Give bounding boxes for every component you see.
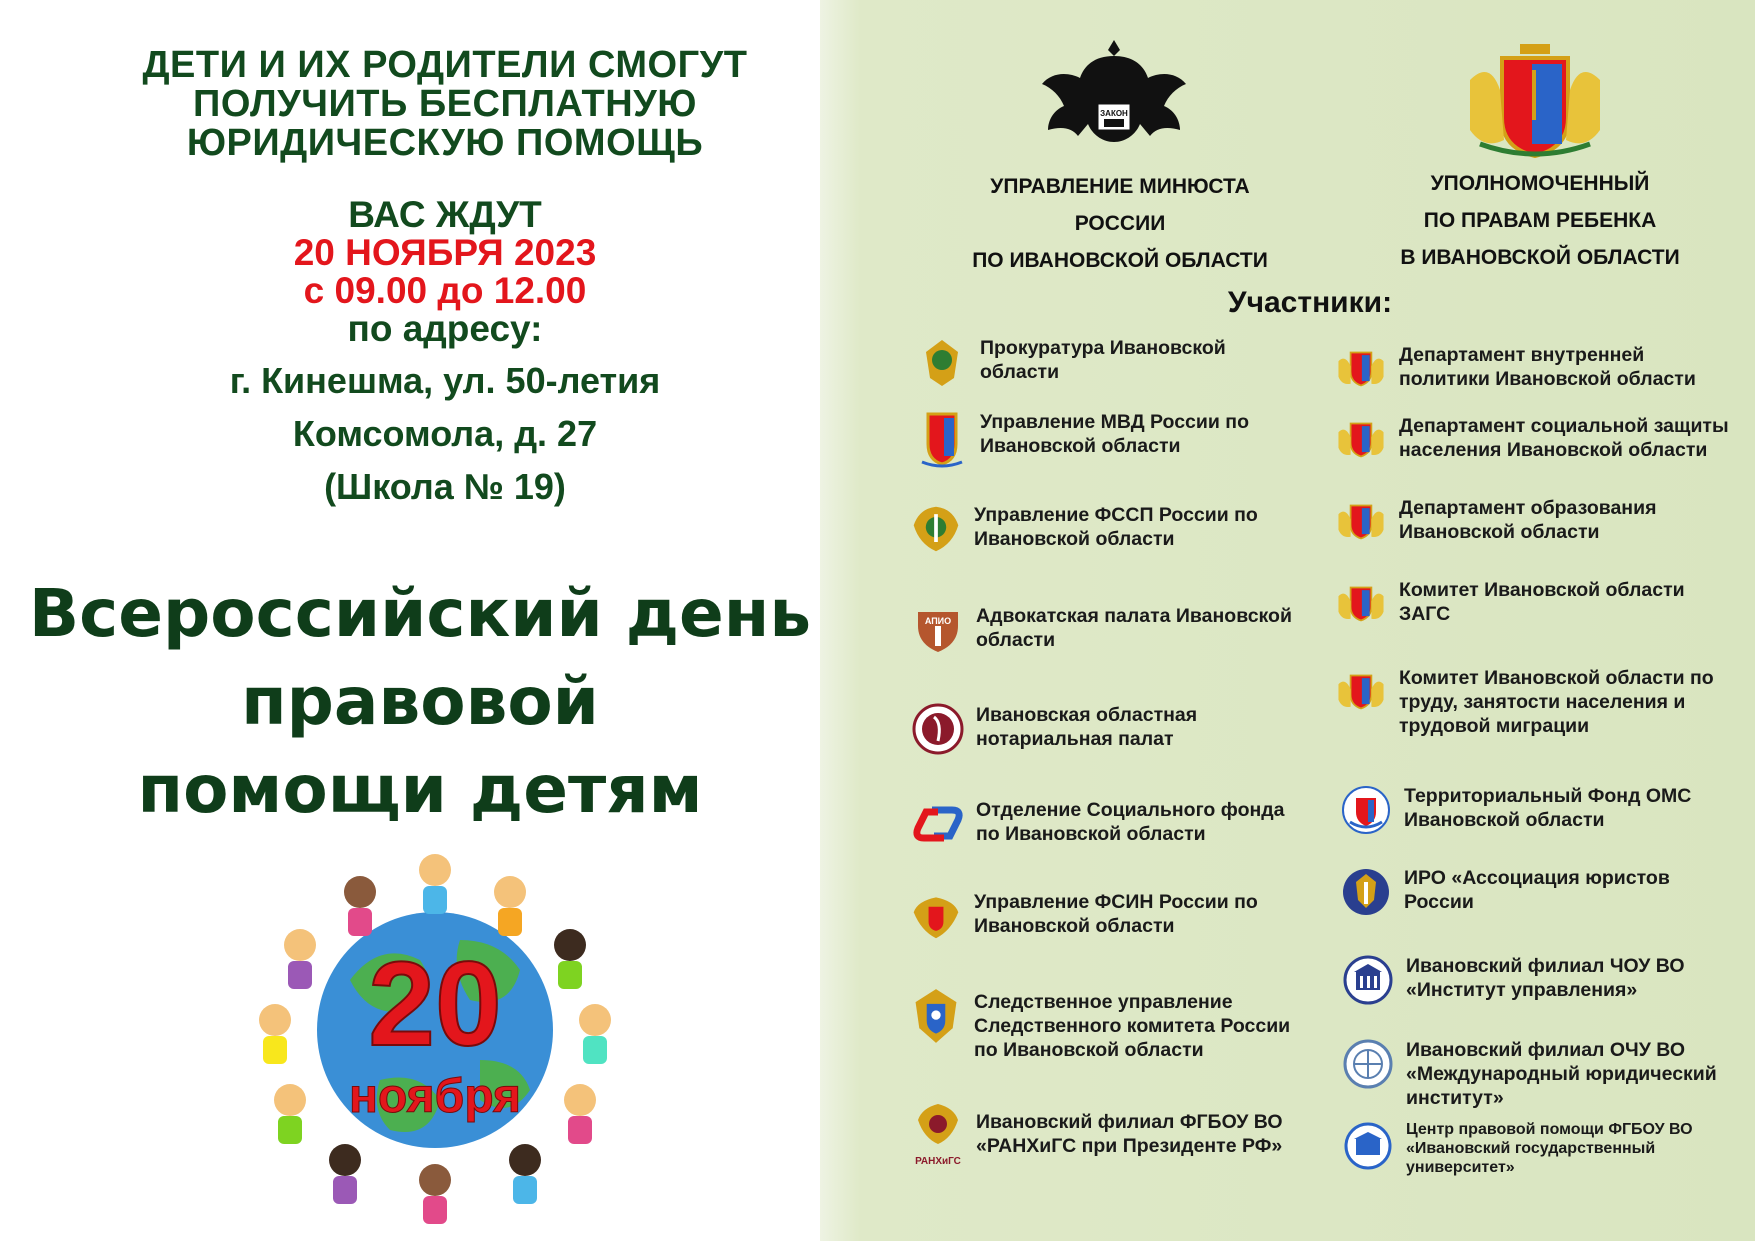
participant-dept-education: Департамент образования Ивановской области: [1335, 496, 1735, 548]
children-around-globe-illustration: [230, 830, 640, 1230]
ranepa-logo-icon: [912, 1100, 964, 1172]
address-label: по адресу:: [347, 308, 543, 349]
institute-management-logo-icon: [1342, 954, 1394, 1006]
participant-institute-management: Ивановский филиал ЧОУ ВО «Институт управления»: [1342, 954, 1742, 1006]
russian-eagle-emblem-icon: [1040, 32, 1188, 164]
investigative-committee-emblem-icon: [910, 983, 962, 1049]
participant-tfoms: Территориальный Фонд ОМС Ивановской области: [1340, 784, 1740, 836]
badge-number: 20: [368, 937, 502, 1071]
mvd-emblem-icon: [918, 404, 966, 468]
big-title: Всероссийский день правовой помощи детям: [28, 575, 812, 828]
organizer-child-ombudsman: УПОЛНОМОЧЕННЫЙ ПО ПРАВАМ РЕБЕНКА В ИВАНОВСКОЙ ОБЛАСТИ: [1400, 172, 1680, 269]
ivanovo-coat-of-arms-icon: [1335, 346, 1387, 392]
badge-month: ноября: [348, 1070, 522, 1123]
ivanovo-coat-of-arms-icon: [1335, 669, 1387, 715]
participant-ivanovo-state-university: Центр правовой помощи ФГБОУ ВО «Ивановский государственный университет»: [1342, 1120, 1752, 1177]
participant-prosecutor: Прокуратура Ивановской области: [916, 336, 1296, 388]
event-address: г. Кинешма, ул. 50-летия Комсомола, д. 27 (Школа № 19): [229, 360, 661, 507]
participant-fsin: Управление ФСИН России по Ивановской области: [910, 890, 1310, 942]
event-date: 20 НОЯБРЯ 2023: [293, 232, 597, 273]
organizer-minjust: УПРАВЛЕНИЕ МИНЮСТА РОССИИ ПО ИВАНОВСКОЙ ОБЛАСТИ: [972, 175, 1268, 272]
participant-labor-committee: Комитет Ивановской области по труду, занятости населения и трудовой миграции: [1335, 666, 1735, 738]
participant-bar-chamber: АПИО Адвокатская палата Ивановской области: [912, 604, 1302, 656]
participant-investigative-committee: Следственное управление Следственного комитета России по Ивановской области: [910, 990, 1310, 1062]
ivanovo-coat-of-arms-icon: [1335, 581, 1387, 627]
participant-dept-internal-policy: Департамент внутренней политики Ивановской области: [1335, 343, 1735, 395]
ivanovo-coat-of-arms-icon: [1335, 417, 1387, 463]
participant-ranepa: РАНХиГС Ивановский филиал ФГБОУ ВО «РАНХиГС при Президенте РФ»: [912, 1110, 1312, 1162]
participants-title: Участники:: [1227, 286, 1393, 319]
svg-text:АПИО: АПИО: [924, 616, 952, 626]
tfoms-logo-icon: [1340, 784, 1392, 836]
notary-logo-icon: [912, 703, 964, 755]
bar-chamber-logo-icon: [912, 604, 964, 656]
participant-zags-committee: Комитет Ивановской области ЗАГС: [1335, 578, 1735, 630]
lawyers-association-logo-icon: [1340, 866, 1392, 918]
wait-label: ВАС ЖДУТ: [348, 194, 542, 235]
international-law-institute-logo-icon: [1342, 1038, 1394, 1090]
headline: ДЕТИ И ИХ РОДИТЕЛИ СМОГУТ ПОЛУЧИТЬ БЕСПЛАТНУЮ ЮРИДИЧЕСКУЮ ПОМОЩЬ: [142, 44, 748, 164]
participant-social-fund: Отделение Социального фонда по Ивановской области: [912, 798, 1312, 850]
ivanovo-coat-of-arms-icon: [1450, 40, 1620, 160]
participant-fssp: Управление ФССП России по Ивановской области: [910, 503, 1300, 555]
participant-notary: Ивановская областная нотариальная палат: [912, 703, 1312, 755]
fssp-emblem-icon: [910, 499, 962, 559]
participant-dept-social-protection: Департамент социальной защиты населения Ивановской области: [1335, 414, 1735, 466]
participant-lawyers-association: ИРО «Ассоциация юристов России: [1340, 866, 1740, 918]
social-fund-logo-icon: [912, 804, 964, 844]
ivanovo-coat-of-arms-icon: [1335, 499, 1387, 545]
ivanovo-state-university-logo-icon: [1343, 1121, 1393, 1171]
event-time-block: [0, 196, 890, 348]
prosecutor-emblem-icon: [918, 336, 966, 388]
participant-international-law-institute: Ивановский филиал ОЧУ ВО «Международный юридический институт»: [1342, 1038, 1742, 1110]
svg-text:РАНХиГС: РАНХиГС: [915, 1156, 961, 1167]
event-time: с 09.00 до 12.00: [303, 270, 587, 311]
svg-text:ЗАКОН: ЗАКОН: [1100, 109, 1128, 118]
participant-mvd: Управление МВД России по Ивановской области: [916, 410, 1296, 462]
fsin-emblem-icon: [910, 888, 962, 944]
